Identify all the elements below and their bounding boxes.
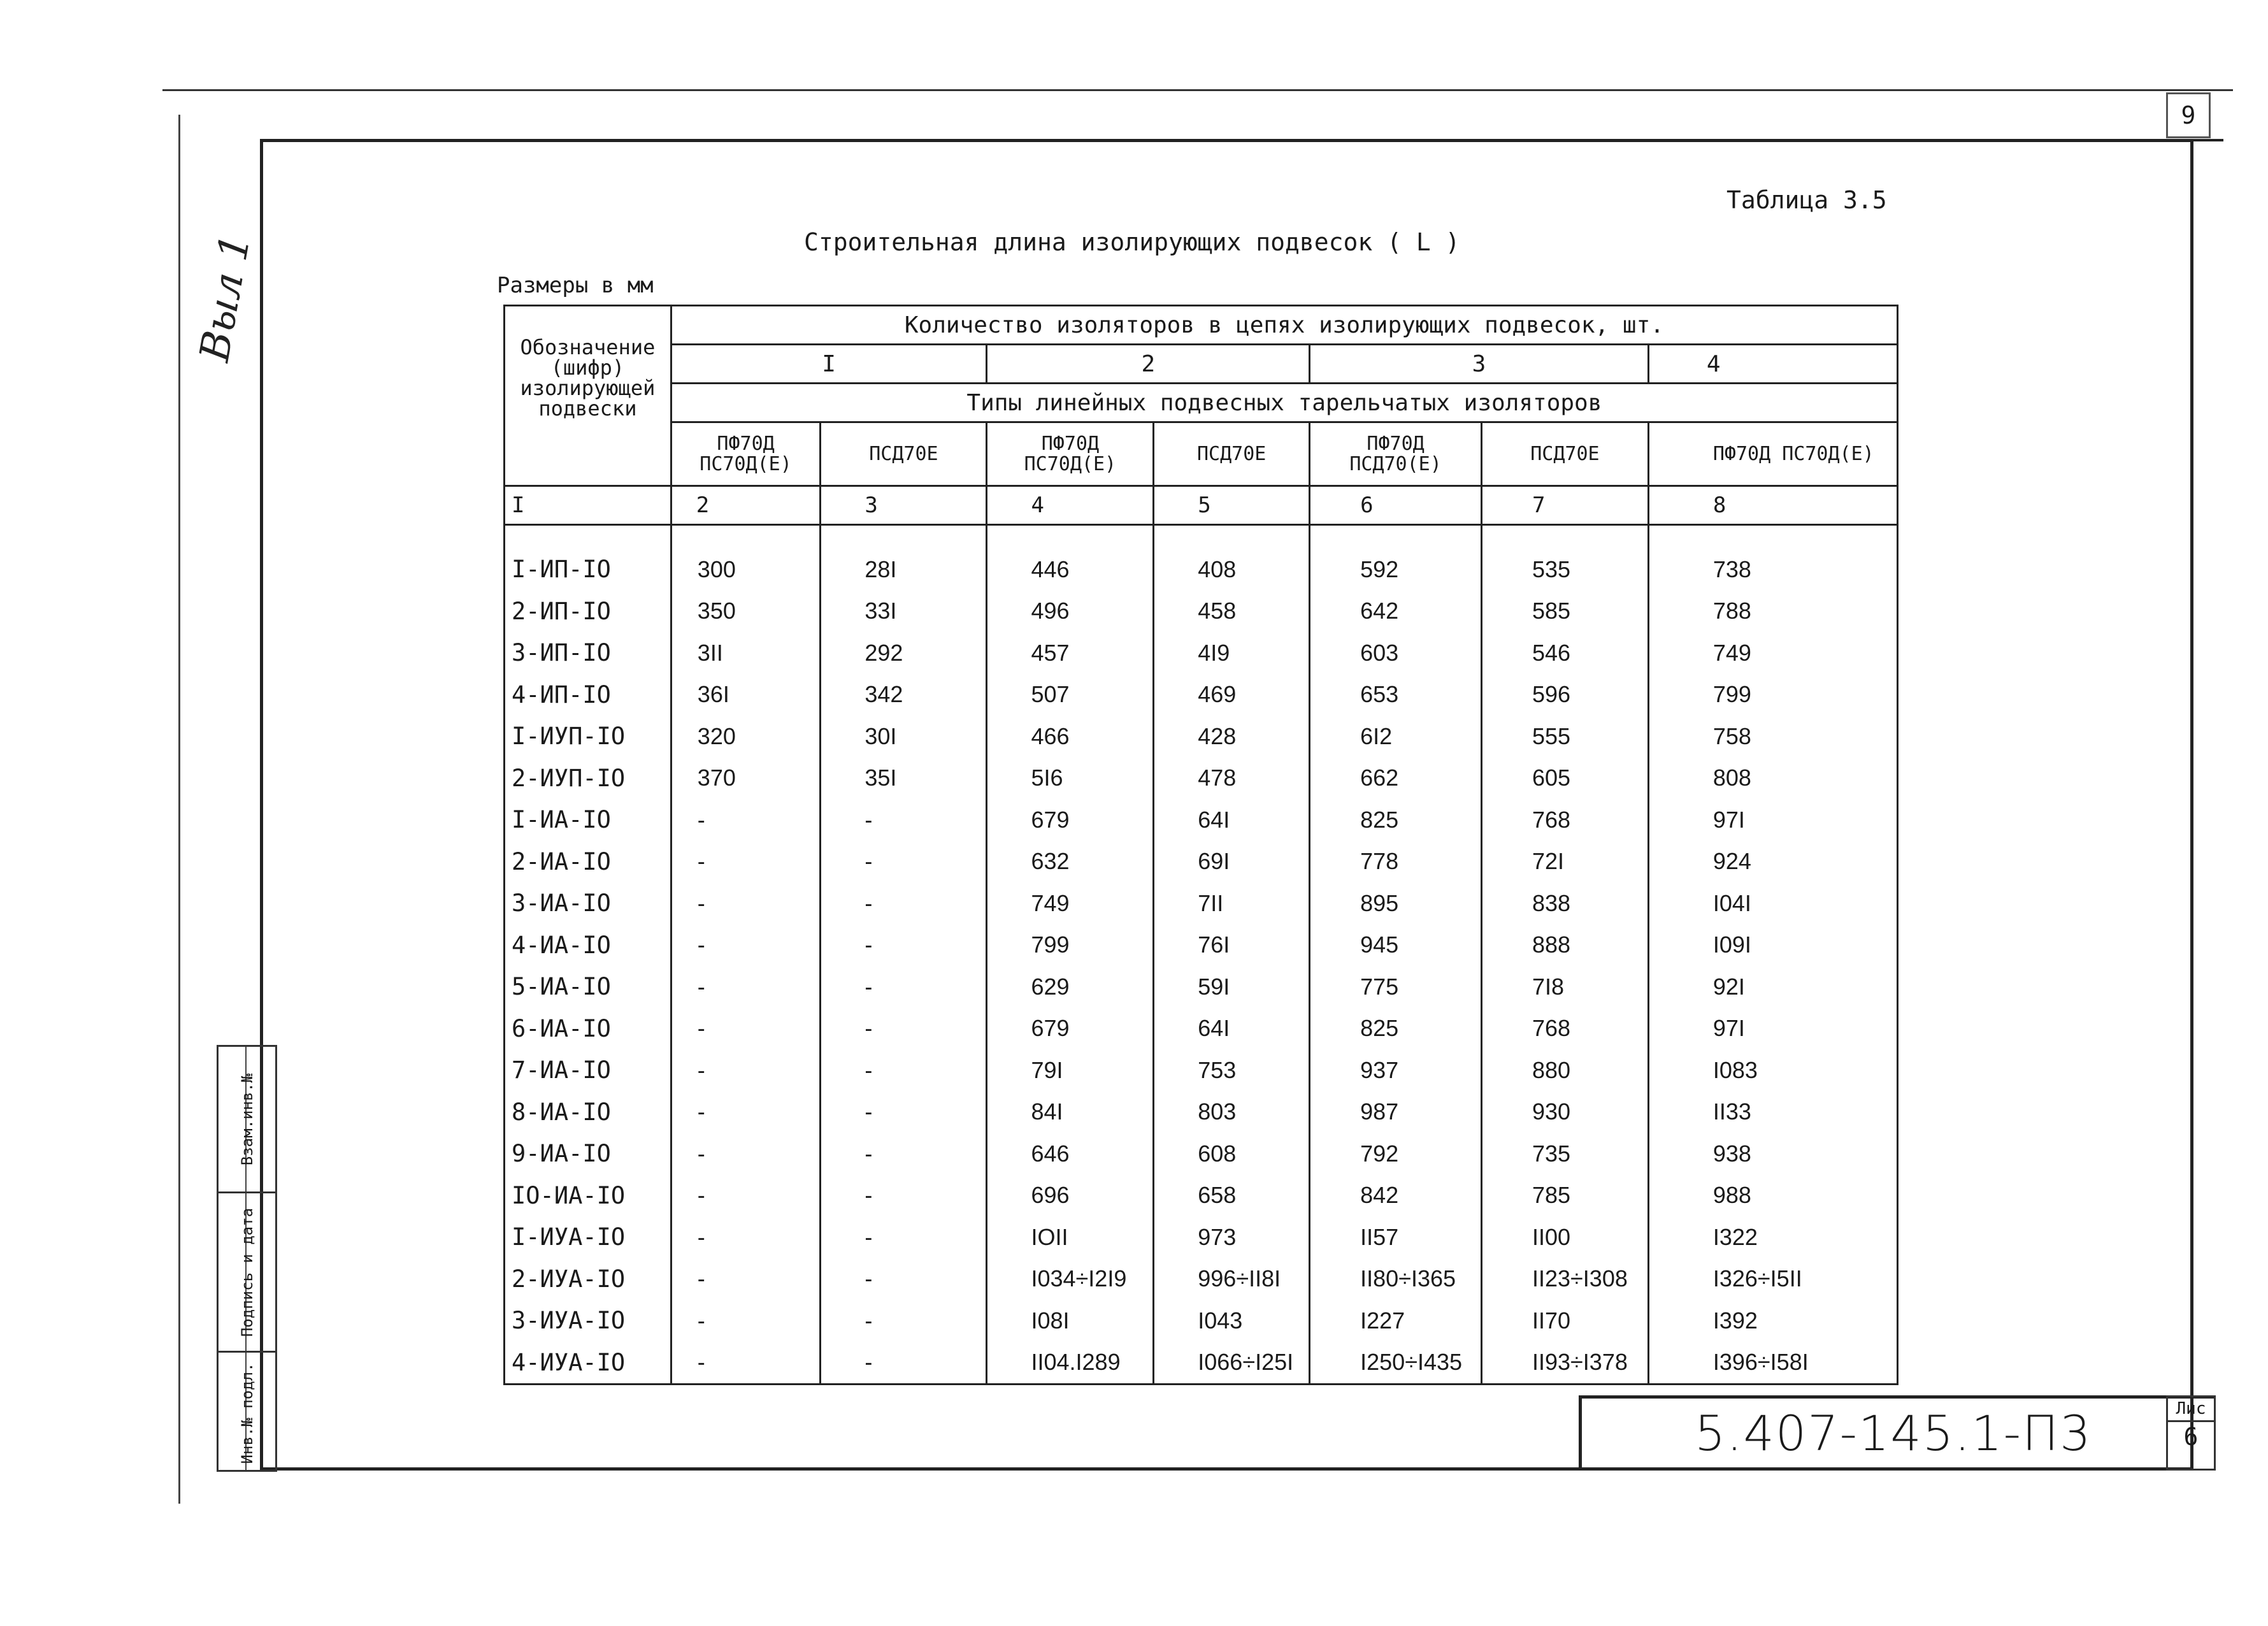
table-cell: - [821,1133,987,1175]
column-number: 7 [1482,486,1649,525]
document-code: 5.407-145.1-П3 [1695,1405,2092,1462]
row-designation: I-ИУП-IO [505,716,671,758]
units-note: Размеры в мм [497,273,654,298]
table-cell: - [671,841,821,883]
table-cell: - [671,1175,821,1217]
table-cell: 350 [671,591,821,633]
table-cell: - [671,1216,821,1258]
table-cell: 546 [1482,632,1649,674]
table-cell: 370 [671,758,821,800]
table-cell: 35I [821,758,987,800]
table-cell: 792 [1310,1133,1482,1175]
table-cell: 825 [1310,1008,1482,1050]
table-cell: 642 [1310,591,1482,633]
table-cell: 738 [1648,549,1897,591]
table-row [505,1216,1898,1258]
table-cell: 662 [1310,758,1482,800]
table-cell: 632 [987,841,1154,883]
table-cell: I227 [1310,1300,1482,1342]
table-cell: - [821,841,987,883]
table-row [505,549,1898,591]
table-cell: 7I8 [1482,966,1649,1008]
table-cell: 799 [1648,674,1897,716]
table-cell: 842 [1310,1175,1482,1217]
row-designation: I-ИА-IO [505,799,671,841]
table-cell: II00 [1482,1216,1649,1258]
column-number: 4 [987,486,1154,525]
table-cell: - [671,1300,821,1342]
group-header: 4 [1648,345,1897,384]
table-cell: 30I [821,716,987,758]
frame-left-line [178,115,180,1504]
stamp-field-signature [219,1193,275,1353]
table-row [505,841,1898,883]
table-cell: II70 [1482,1300,1649,1342]
type-header: ПФ70Д ПС70Д(Е) [987,422,1154,486]
row-designation: 9-ИА-IO [505,1133,671,1175]
table-cell: - [671,882,821,925]
table-cell: 788 [1648,591,1897,633]
table-row [505,591,1898,633]
table-cell: 33I [821,591,987,633]
table-cell: 92I [1648,966,1897,1008]
table-cell: 292 [821,632,987,674]
table-cell: 7II [1154,882,1310,925]
table-cell: 79I [987,1049,1154,1091]
table-cell: 603 [1310,632,1482,674]
table-cell: 679 [987,799,1154,841]
table-row [505,1175,1898,1217]
row-designation: 4-ИА-IO [505,925,671,967]
row-designation: 2-ИУП-IO [505,758,671,800]
designation-header: Обозначение (шифр) изолирующей подвески [505,306,671,486]
table-cell: 466 [987,716,1154,758]
column-number: 2 [671,486,821,525]
stamp-field-original [219,1353,275,1474]
table-cell: 608 [1154,1133,1310,1175]
table-cell: 646 [987,1133,1154,1175]
table-cell: IOII [987,1216,1154,1258]
table-cell: 458 [1154,591,1310,633]
table-cell: I09I [1648,925,1897,967]
table-cell: 76I [1154,925,1310,967]
row-designation: I-ИП-IO [505,549,671,591]
table-cell: I250÷I435 [1310,1342,1482,1385]
table-cell: 749 [1648,632,1897,674]
table-cell: I396÷I58I [1648,1342,1897,1385]
page-title: Строительная длина изолирующих подвесок ( L ) [804,228,1460,256]
table-cell: - [821,1216,987,1258]
column-number: 5 [1154,486,1310,525]
table-cell: 300 [671,549,821,591]
table-cell: 428 [1154,716,1310,758]
table-cell: II33 [1648,1091,1897,1133]
table-cell: 4I9 [1154,632,1310,674]
row-designation: 3-ИА-IO [505,882,671,925]
table-cell: II57 [1310,1216,1482,1258]
table-cell: 973 [1154,1216,1310,1258]
type-header: ПФ70Д ПС70Д(Е) [671,422,821,486]
frame-top-line [162,89,2233,91]
stamp-field-replacement [219,1047,275,1193]
table-cell: 937 [1310,1049,1482,1091]
row-designation: 3-ИП-IO [505,632,671,674]
table-cell: - [671,1091,821,1133]
table-cell: - [821,1008,987,1050]
table-cell: 59I [1154,966,1310,1008]
table-cell: 457 [987,632,1154,674]
table-cell: I066÷I25I [1154,1342,1310,1385]
row-designation: 6-ИА-IO [505,1008,671,1050]
row-designation: 7-ИА-IO [505,1049,671,1091]
table-cell: - [671,925,821,967]
sheet-number-top: 9 [2166,92,2211,138]
table-cell: 799 [987,925,1154,967]
row-designation: 2-ИП-IO [505,591,671,633]
table-cell: 785 [1482,1175,1649,1217]
table-cell: II80÷I365 [1310,1258,1482,1300]
table-cell: 97I [1648,1008,1897,1050]
table-cell: 938 [1648,1133,1897,1175]
handwritten-note: Выл 1 [191,231,260,365]
table-cell: - [821,925,987,967]
table-cell: I322 [1648,1216,1897,1258]
table-cell: - [821,1091,987,1133]
table-cell: - [671,1049,821,1091]
table-row [505,882,1898,925]
table-cell: 758 [1648,716,1897,758]
group-header: 2 [987,345,1310,384]
table-cell: 5I6 [987,758,1154,800]
table-cell: 605 [1482,758,1649,800]
table-cell: 753 [1154,1049,1310,1091]
table-label: Таблица 3.5 [1726,186,1887,214]
group-header: I [671,345,987,384]
table-cell: 825 [1310,799,1482,841]
table-cell: 778 [1310,841,1482,883]
table-cell: 658 [1154,1175,1310,1217]
stamp-field-label: Взам.инв.№ [238,1073,256,1165]
table-cell: 838 [1482,882,1649,925]
table-cell: 72I [1482,841,1649,883]
table-cell: 446 [987,549,1154,591]
table-cell: II23÷I308 [1482,1258,1649,1300]
table-cell: 888 [1482,925,1649,967]
table-cell: - [821,799,987,841]
table-cell: 735 [1482,1133,1649,1175]
table-cell: I04I [1648,882,1897,925]
table-row [505,1008,1898,1050]
stamp-field-label: Инв.№ подл. [238,1362,256,1464]
column-number: 8 [1648,486,1897,525]
table-cell: 749 [987,882,1154,925]
table-cell: 775 [1310,966,1482,1008]
table-cell: 97I [1648,799,1897,841]
table-cell: 808 [1648,758,1897,800]
sheet-box [2166,1395,2216,1471]
table-cell: 535 [1482,549,1649,591]
table-cell: I08I [987,1300,1154,1342]
table-cell: II93÷I378 [1482,1342,1649,1385]
table-cell: I326÷I5II [1648,1258,1897,1300]
row-designation: 8-ИА-IO [505,1091,671,1133]
row-designation: 2-ИА-IO [505,841,671,883]
table-row [505,758,1898,800]
group-header: 3 [1310,345,1649,384]
table-cell: 924 [1648,841,1897,883]
table-row [505,1091,1898,1133]
table-cell: 629 [987,966,1154,1008]
type-header: ПСД70Е [1482,422,1649,486]
table-row [505,1133,1898,1175]
table-cell: 996÷II8I [1154,1258,1310,1300]
table-cell: 496 [987,591,1154,633]
table-body [505,549,1898,1385]
table-row [505,1258,1898,1300]
table-cell: 987 [1310,1091,1482,1133]
row-designation: 4-ИП-IO [505,674,671,716]
table-cell: 64I [1154,799,1310,841]
table-cell: - [821,1175,987,1217]
row-designation: IO-ИА-IO [505,1175,671,1217]
row-designation: 5-ИА-IO [505,966,671,1008]
type-header: ПФ70Д ПС70Д(Е) [1648,422,1897,486]
count-header: Количество изоляторов в цепях изолирующих подвесок, шт. [671,306,1897,345]
sheet-number: 6 [2183,1423,2199,1451]
table-cell: - [671,1008,821,1050]
table-cell: 320 [671,716,821,758]
table-cell: 469 [1154,674,1310,716]
table-cell: 69I [1154,841,1310,883]
type-header: ПСД70Е [821,422,987,486]
table-cell: - [821,1049,987,1091]
type-header: ПСД70Е [1154,422,1310,486]
table-cell: 84I [987,1091,1154,1133]
sheet-label: Лис [2168,1397,2214,1422]
table-cell: 507 [987,674,1154,716]
table-cell: 64I [1154,1008,1310,1050]
table-cell: I043 [1154,1300,1310,1342]
table-row [505,966,1898,1008]
table-cell: - [821,1342,987,1385]
table-row [505,1049,1898,1091]
table-cell: 895 [1310,882,1482,925]
table-cell: - [671,1342,821,1385]
table-cell: - [671,799,821,841]
table-row [505,632,1898,674]
table-cell: 555 [1482,716,1649,758]
table-row [505,716,1898,758]
table-row [505,1300,1898,1342]
table-cell: 6I2 [1310,716,1482,758]
table-cell: 768 [1482,1008,1649,1050]
table-cell: - [821,966,987,1008]
table-cell: 930 [1482,1091,1649,1133]
table-cell: - [821,1300,987,1342]
table-cell: 768 [1482,799,1649,841]
table-cell: - [671,1258,821,1300]
table-cell: 653 [1310,674,1482,716]
table-cell: I083 [1648,1049,1897,1091]
side-stamp [217,1045,277,1472]
row-designation: 4-ИУА-IO [505,1342,671,1385]
column-number: I [505,486,671,525]
table-cell: 596 [1482,674,1649,716]
table-row [505,799,1898,841]
table-cell: - [821,882,987,925]
insulator-length-table [503,305,1898,1385]
frame-right-stub [2192,139,2223,141]
table-cell: - [821,1258,987,1300]
table-cell: 880 [1482,1049,1649,1091]
table-cell: I392 [1648,1300,1897,1342]
row-designation: I-ИУА-IO [505,1216,671,1258]
table-cell: 679 [987,1008,1154,1050]
type-header: ПФ70Д ПСД70(Е) [1310,422,1482,486]
row-designation: 3-ИУА-IO [505,1300,671,1342]
table-cell: 585 [1482,591,1649,633]
table-cell: 803 [1154,1091,1310,1133]
table-row [505,674,1898,716]
table-cell: 28I [821,549,987,591]
table-cell: 342 [821,674,987,716]
row-designation: 2-ИУА-IO [505,1258,671,1300]
table-row [505,1342,1898,1385]
types-header: Типы линейных подвесных тарельчатых изоляторов [671,384,1897,422]
table-cell: - [671,966,821,1008]
column-number: 6 [1310,486,1482,525]
table-cell: I034÷I2I9 [987,1258,1154,1300]
table-cell: 696 [987,1175,1154,1217]
table-cell: 592 [1310,549,1482,591]
table-cell: 478 [1154,758,1310,800]
column-number: 3 [821,486,987,525]
table-cell: - [671,1133,821,1175]
table-cell: 408 [1154,549,1310,591]
table-cell: II04.I289 [987,1342,1154,1385]
table-cell: 988 [1648,1175,1897,1217]
stamp-field-label: Подпись и дата [238,1207,256,1337]
table-cell: 945 [1310,925,1482,967]
table-row [505,925,1898,967]
table-cell: 36I [671,674,821,716]
table-cell: 3II [671,632,821,674]
